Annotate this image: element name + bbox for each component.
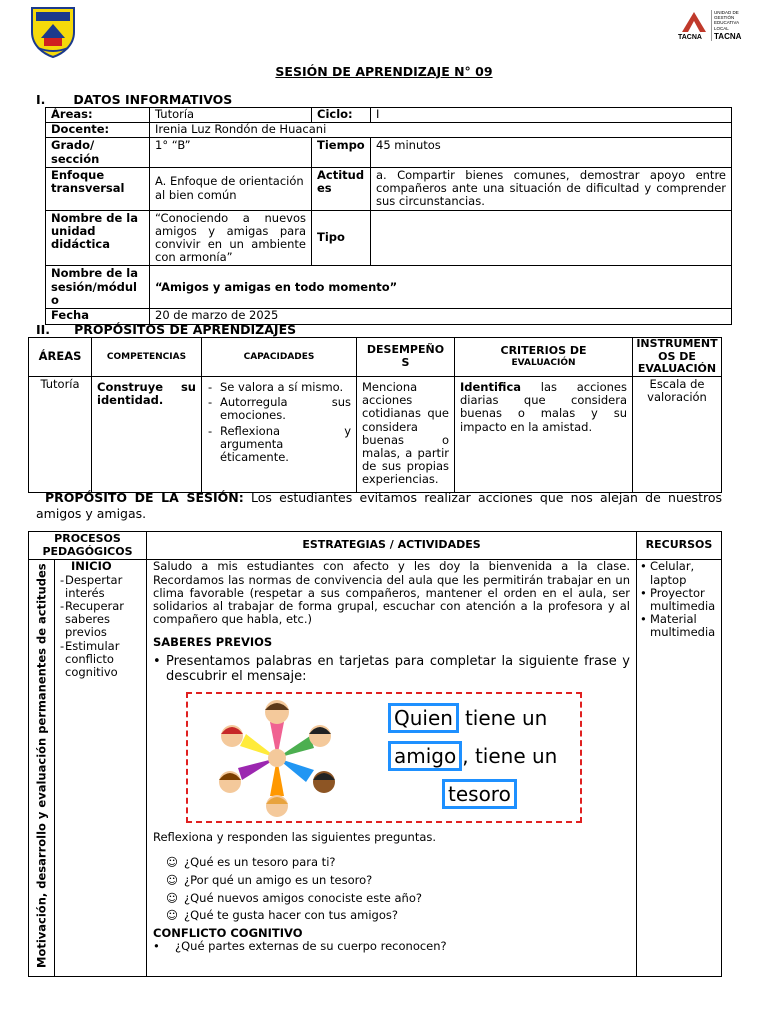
capacidad-item: - Reflexiona y argumenta éticamente.: [207, 425, 351, 465]
sesion-label: Nombre de la sesión/módul o: [46, 266, 150, 309]
desempeno-value: Menciona acciones cotidianas que considera buenas o malas, a partir de sus propias experiencias.: [357, 376, 455, 492]
docente-label: Docente:: [46, 123, 150, 138]
header-capacidades: CAPACIDADES: [202, 338, 357, 377]
enfoque-value: A. Enfoque de orientación al bien común: [150, 167, 312, 210]
saberes-title: SABERES PREVIOS: [153, 635, 273, 650]
intro-text: Saludo a mis estudiantes con afecto y les doy la bienvenida a la clase. Recordamos las normas de convivencia del aula que les permitirán trabajar en un clima favorable (respetar a sus compañeros, mantener el orden en el aula, ser solidarios al trabajar de forma grupal, escuchar con atención a la profesora y al compañero que habla, etc.): [153, 559, 630, 627]
recursos-cell: [637, 560, 722, 977]
tipo-value: [371, 210, 732, 266]
message-card: [186, 692, 582, 823]
proposito-sesion: PROPÓSITO DE LA SESIÓN: Los estudiantes evitamos realizar acciones que nos alejan de nuestros amigos y amigas.: [36, 490, 722, 522]
unidad-label: Nombre de la unidad didáctica: [46, 210, 150, 266]
competencia-value: Construye su identidad.: [92, 376, 202, 492]
page-title: SESIÓN DE APRENDIZAJE N° 09: [275, 64, 493, 79]
smiley-icon: ☺: [166, 872, 178, 887]
sesion-value: “Amigos y amigas en todo momento”: [150, 266, 732, 309]
pregunta-item: ☺ ¿Qué es un tesoro para ti?: [166, 854, 630, 872]
actitudes-value: a. Compartir bienes comunes, demostrar apoyo entre compañeros ante una situación de dificultad y comprender sus circunstancias.: [371, 167, 732, 210]
vertical-label: Motivación, desarrollo y evaluación permanentes de actitudes: [33, 563, 48, 969]
grado-value: 1° “B”: [150, 138, 312, 167]
criterio-value: Identifica las acciones diarias que considera buenas o malas y su impacto en la amistad.: [455, 376, 633, 492]
conflicto-question: • ¿Qué partes externas de su cuerpo reconocen?: [153, 939, 447, 954]
vertical-label-cell: [29, 560, 55, 977]
fecha-label: Fecha: [46, 309, 150, 325]
areas-label: Áreas:: [46, 108, 150, 123]
header-desempenos: DESEMPEÑO S: [357, 338, 455, 377]
ugel-badge: TACNA: [678, 34, 702, 41]
area-value: Tutoría: [29, 376, 92, 492]
recurso-item: • Proyector multimedia: [640, 587, 718, 613]
phrase-word: tiene un: [464, 705, 548, 730]
inicio-label: INICIO: [71, 559, 112, 574]
section-1-heading: I. DATOS INFORMATIVOS: [36, 92, 233, 107]
pregunta-item: ☺ ¿Qué nuevos amigos conociste este año?: [166, 890, 630, 908]
unidad-value: “Conociendo a nuevos amigos y amigas para convivir en un ambiente con armonía”: [150, 210, 312, 266]
actitudes-label: Actitud es: [312, 167, 371, 210]
ugel-emblem-icon: [678, 8, 710, 36]
tipo-label: Tipo: [312, 210, 371, 266]
friends-circle-illustration: [202, 698, 352, 818]
capacidad-item: - Autorregula sus emociones.: [207, 396, 351, 422]
proceso-item: - Estimular conflicto cognitivo: [59, 640, 144, 680]
procesos-cell: [55, 560, 147, 977]
saberes-bullet: • Presentamos palabras en tarjetas para completar la siguiente frase y descubrir el mensaje:: [153, 653, 630, 685]
pregunta-item: ☺ ¿Por qué un amigo es un tesoro?: [166, 872, 630, 890]
preguntas-list: [153, 854, 630, 925]
header-criterios: CRITERIOS DE EVALUACIÓN: [455, 338, 633, 377]
word-card-quien: Quien: [388, 703, 459, 733]
word-card-tesoro: tesoro: [442, 779, 517, 809]
ciclo-value: I: [371, 108, 732, 123]
proceso-item: - Despertar interés: [59, 574, 144, 600]
header-instrumentos: INSTRUMENT OS DE EVALUACIÓN: [633, 338, 722, 377]
word-card-amigo: amigo: [388, 741, 462, 771]
datos-informativos-table: [45, 107, 732, 325]
ugel-text: UNIDAD DE GESTIÓN EDUCATIVA LOCAL TACNA: [711, 10, 741, 41]
phrase-word: , tiene un: [462, 743, 558, 768]
recurso-item: • Celular, laptop: [640, 560, 718, 586]
ugel-logo: [678, 8, 744, 46]
ciclo-label: Ciclo:: [312, 108, 371, 123]
school-logo: [30, 6, 76, 58]
conflicto-title: CONFLICTO COGNITIVO: [153, 926, 303, 941]
docente-value: Irenia Luz Rondón de Huacani: [150, 123, 732, 138]
header-areas: ÁREAS: [29, 338, 92, 377]
header-competencias: COMPETENCIAS: [92, 338, 202, 377]
estrategias-table: [28, 531, 722, 977]
header-recursos: RECURSOS: [637, 532, 722, 560]
tiempo-label: Tiempo: [312, 138, 371, 167]
smiley-icon: ☺: [166, 855, 178, 869]
instrumento-value: Escala de valoración: [633, 376, 722, 492]
fecha-value: 20 de marzo de 2025: [150, 309, 732, 325]
reflexiona-text: Reflexiona y responden las siguientes preguntas.: [153, 829, 437, 844]
smiley-icon: ☺: [166, 908, 178, 923]
section-2-heading: II. PROPÓSITOS DE APRENDIZAJES: [36, 322, 297, 337]
tiempo-value: 45 minutos: [371, 138, 732, 167]
grado-label: Grado/ sección: [46, 138, 150, 167]
enfoque-label: Enfoque transversal: [46, 167, 150, 210]
proceso-item: - Recuperar saberes previos: [59, 600, 144, 640]
capacidades-list: [202, 376, 357, 492]
propositos-table: [28, 337, 722, 493]
capacidad-item: - Se valora a sí mismo.: [207, 381, 351, 394]
smiley-icon: ☺: [166, 890, 178, 905]
recurso-item: • Material multimedia: [640, 613, 718, 639]
pregunta-item: ☺ ¿Qué te gusta hacer con tus amigos?: [166, 907, 630, 925]
estrategias-cell: [147, 560, 637, 977]
header-procesos: PROCESOS PEDAGÓGICOS: [29, 532, 147, 560]
header-estrategias: ESTRATEGIAS / ACTIVIDADES: [147, 532, 637, 560]
areas-value: Tutoría: [150, 108, 312, 123]
